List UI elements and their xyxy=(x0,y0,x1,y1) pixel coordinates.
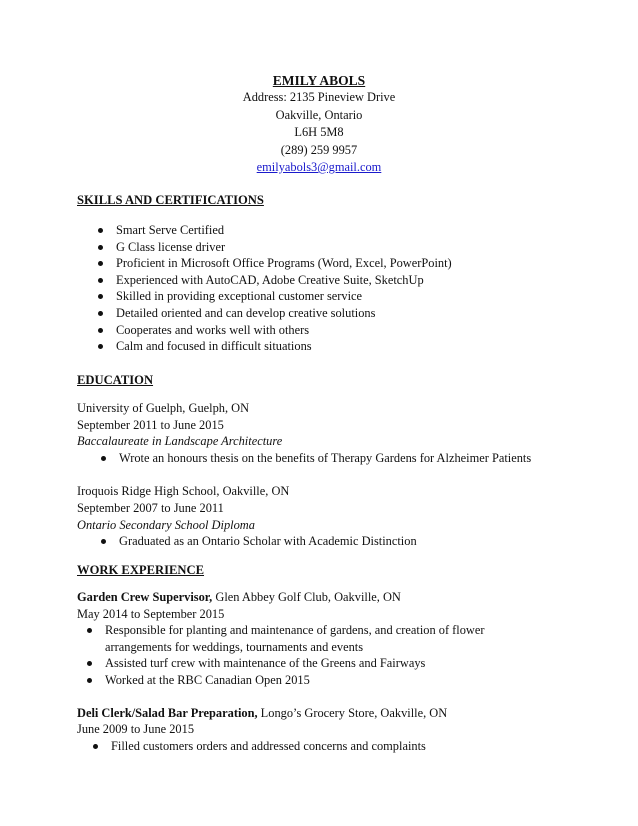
list-item: Smart Serve Certified xyxy=(77,222,577,239)
school-name: University of Guelph, Guelph, ON xyxy=(77,401,250,415)
school-name: Iroquois Ridge High School, Oakville, ON xyxy=(77,484,290,499)
list-item: Filled customers orders and addressed concerns and complaints xyxy=(83,738,577,755)
list-item: arrangements for weddings, tournaments and events xyxy=(105,639,364,654)
degree-name: Ontario Secondary School Diploma xyxy=(77,517,255,532)
education-entry xyxy=(77,400,577,466)
education-dates: September 2007 to June 2011 xyxy=(77,500,224,515)
address-line: Address: 2135 Pineview Drive xyxy=(242,90,396,104)
list-item: Experienced with AutoCAD, Adobe Creative Suite, SketchUp xyxy=(77,272,577,289)
list-item: Wrote an honours thesis on the benefits of Therapy Gardens for Alzheimer Patients xyxy=(77,450,577,467)
list-item: Calm and focused in difficult situations xyxy=(77,338,577,355)
email-link[interactable]: emilyabols3@gmail.com xyxy=(256,160,382,174)
phone-number: (289) 259 9957 xyxy=(280,142,358,157)
degree-name: Baccalaureate in Landscape Architecture xyxy=(77,434,283,449)
education-entry xyxy=(77,483,577,549)
list-item: G Class license driver xyxy=(77,239,577,256)
job-dates: June 2009 to June 2015 xyxy=(77,722,195,737)
list-item: Cooperates and works well with others xyxy=(77,322,577,339)
bullet-icon xyxy=(93,744,98,749)
education-dates: September 2011 to June 2015 xyxy=(77,417,224,432)
job-employer: Glen Abbey Golf Club, Oakville, ON xyxy=(212,590,401,604)
education-bullets xyxy=(77,533,577,550)
bullet-icon xyxy=(98,278,103,283)
work-heading: WORK EXPERIENCE xyxy=(77,563,205,577)
bullet-icon xyxy=(98,294,103,299)
list-item: Skilled in providing exceptional customer service xyxy=(77,288,577,305)
list-item: Responsible for planting and maintenance of gardens, and creation of flower xyxy=(77,622,577,639)
skills-section xyxy=(77,192,577,355)
job-dates: May 2014 to September 2015 xyxy=(77,606,225,621)
job-title: Garden Crew Supervisor, xyxy=(77,590,213,604)
contact-header xyxy=(0,72,638,177)
bullet-icon xyxy=(87,628,92,633)
list-item: Proficient in Microsoft Office Programs (Word, Excel, PowerPoint) xyxy=(77,255,577,272)
skills-list xyxy=(77,222,577,355)
bullet-icon xyxy=(98,261,103,266)
bullet-icon xyxy=(101,539,106,544)
city-line: Oakville, Ontario xyxy=(275,107,363,122)
job-entry xyxy=(77,705,577,755)
bullet-icon xyxy=(98,328,103,333)
education-heading: EDUCATION xyxy=(77,373,154,387)
list-item: Detailed oriented and can develop creative solutions xyxy=(77,305,577,322)
job-title: Deli Clerk/Salad Bar Preparation, xyxy=(77,705,258,720)
list-item: Graduated as an Ontario Scholar with Academic Distinction xyxy=(77,533,577,550)
bullet-icon xyxy=(101,456,106,461)
job-employer: Longo’s Grocery Store, Oakville, ON xyxy=(257,705,448,720)
bullet-icon xyxy=(98,245,103,250)
candidate-name: EMILY ABOLS xyxy=(272,73,366,88)
bullet-icon xyxy=(87,678,92,683)
bullet-icon xyxy=(98,228,103,233)
education-section xyxy=(77,372,577,550)
work-section xyxy=(77,562,577,754)
job-bullets xyxy=(77,622,577,688)
bullet-icon xyxy=(98,344,103,349)
job-entry xyxy=(77,589,577,689)
bullet-icon xyxy=(87,661,92,666)
education-bullets xyxy=(77,450,577,467)
bullet-icon xyxy=(98,311,103,316)
job-bullets xyxy=(83,738,577,755)
skills-heading: SKILLS AND CERTIFICATIONS xyxy=(77,193,264,207)
postal-code: L6H 5M8 xyxy=(294,125,344,139)
list-item: Worked at the RBC Canadian Open 2015 xyxy=(77,672,577,689)
list-item: Assisted turf crew with maintenance of the Greens and Fairways xyxy=(77,655,577,672)
